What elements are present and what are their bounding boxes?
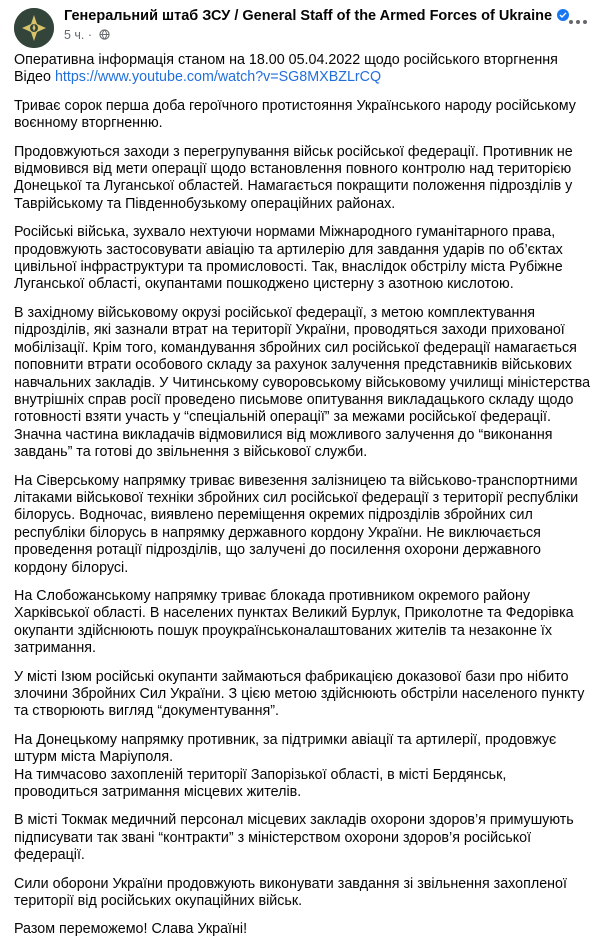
paragraph: На Слобожанському напрямку триває блокада противником окремого району Харківської області. В населених пунктах Великий Бурлук, Приколотне та Федорівка окупанти здійснюють пошук проукраїнськоналаштованих жителів та незаконне їх затримання. xyxy=(14,587,574,657)
paragraph: На Сіверському напрямку триває вивезення залізницею та військово-транспортними літаками військової техніки збройних сил російської федерації з території республіки білорусь. Водночас, виявлено переміщення окремих підрозділів збройних сил республіки білорусь в напрямку державного кордону України. Не виключається проведення ротації підрозділів, що залучені до посилення охорони державного кордону білорусі. xyxy=(14,472,579,576)
report-heading: Оперативна інформація станом на 18.00 05.04.2022 щодо російського вторгнення xyxy=(14,52,558,68)
globe-icon xyxy=(99,29,110,40)
paragraph: Сили оборони України продовжують виконувати завдання зі звільнення захопленої території від російських окупаційних військ. xyxy=(14,875,567,910)
more-options-icon[interactable] xyxy=(563,10,593,34)
paragraph: На Донецькому напрямку противник, за підтримки авіації та артилерії, продовжує штурм міста Маріуполя. xyxy=(14,731,557,766)
paragraph-intro xyxy=(14,52,594,87)
paragraph: На тимчасово захопленій території Запорізької області, в місті Бердянськ, проводиться затримання місцевих жителів. xyxy=(14,766,507,801)
video-label: Відео xyxy=(14,69,51,86)
post-time[interactable]: 5 ч. xyxy=(64,28,85,42)
page-avatar[interactable] xyxy=(14,8,54,48)
post-text xyxy=(14,52,594,950)
emblem-icon xyxy=(14,8,54,48)
closing-line: Разом переможемо! Слава Україні! xyxy=(14,921,248,938)
video-link[interactable]: https://www.youtube.com/watch?v=SG8MXBZLrCQ xyxy=(54,69,382,86)
paragraph: Триває сорок перша доба героїчного протистояння Українського народу російському воєнному вторгненню. xyxy=(14,97,576,132)
meta-separator: · xyxy=(87,28,93,42)
author-name[interactable]: Генеральний штаб ЗСУ / General Staff of the Armed Forces of Ukraine xyxy=(64,8,553,24)
paragraph: В місті Токмак медичний персонал місцевих закладів охорони здоров’я примушують підписувати так звані “контракти” з міністерством охорони здоров’я російської федерації. xyxy=(14,812,574,864)
paragraph: В західному військовому окрузі російської федерації, з метою комплектування підрозділів, які зазнали втрат на території України, проводяться заходи прихованої мобілізації. Крім того, командування збройних сил російської федерації намагається поповнити втрати особового складу за рахунок залучення представників військових навчальних закладів. У Читинському суворовському військовому училищі міністерства внутрішніх справ росії проведено письмове опитування викладацького складу щодо готовності взяти участь у “спеціальній операції” за межами російської федерації. Значна частина викладачів відмовилися від можливого залучення до “виконання завдань” та готові до звільнення з військової служби. xyxy=(14,304,591,461)
paragraph: У місті Ізюм російські окупанти займаються фабрикацією доказової бази про нібито злочини Збройних Сил України. З цією метою здійснюють обстріли населеного пункту та створюють вигляд “документування”. xyxy=(14,668,585,720)
post-meta xyxy=(64,28,110,42)
paragraph: Продовжуються заходи з перегрупування військ російської федерації. Противник не відмовився від мети операції щодо встановлення повного контролю над територією Донецької та Луганської областей. Намагається покращити положення підрозділів у Таврійському та Південнобузькому операційних районах. xyxy=(14,143,573,212)
post-header xyxy=(14,4,593,44)
paragraph: Російські війська, зухвало нехтуючи нормами Міжнародного гуманітарного права, продовжують застосовувати авіацію та артилерію для завдання ударів по об’єктах цивільної інфраструктури та промисловості. Так, внаслідок обстрілу міста Рубіжне Луганської області, окупантами пошкоджено цистерну з азотною кислотою. xyxy=(14,224,563,293)
